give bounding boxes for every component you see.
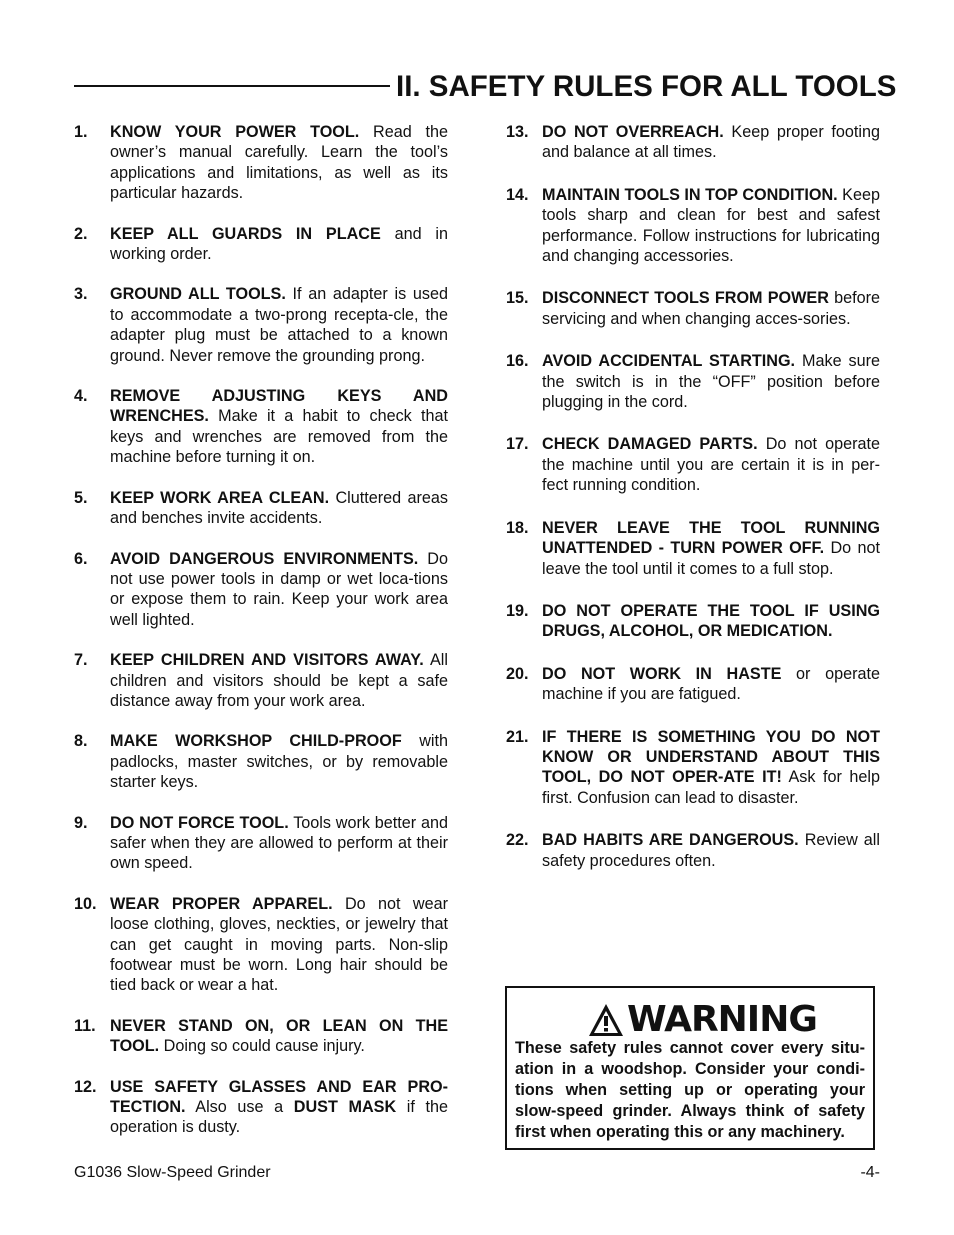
rule-lead: MAKE WORKSHOP CHILD-PROOF xyxy=(110,732,402,751)
rule-text: Cluttered areas and benches invite accidents. xyxy=(110,488,448,528)
rule-text: Review all safety procedures often. xyxy=(542,831,880,870)
rule-lead: KEEP ALL GUARDS IN PLACE xyxy=(110,224,381,243)
rule-body xyxy=(542,434,880,495)
rule-item xyxy=(506,518,880,579)
rule-item xyxy=(74,650,448,711)
rule-body xyxy=(110,1016,448,1057)
rule-number: 15. xyxy=(506,289,529,308)
warning-header xyxy=(587,1000,817,1040)
rule-lead: DO NOT OVERREACH. xyxy=(542,123,724,141)
rule-lead: GROUND ALL TOOLS. xyxy=(110,285,286,304)
rule-item xyxy=(74,386,448,468)
rule-body xyxy=(110,284,448,366)
warning-box xyxy=(505,986,875,1150)
rule-lead: MAINTAIN TOOLS IN TOP CONDITION. xyxy=(542,185,838,204)
rule-item xyxy=(506,288,880,329)
rule-lead: REMOVE ADJUSTING KEYS AND WRENCHES. xyxy=(110,387,448,426)
warning-text: These safety rules cannot cover every situ-ation in a woodshop. Consider your condi-tions when setting up or operating your slow-speed grinder. Always think of safety first when operating this or any machinery. xyxy=(515,1039,865,1141)
rule-body xyxy=(110,488,448,529)
rule-text: Keep tools sharp and clean for best and safest performance. Follow instructions for lubricating and changing accessories. xyxy=(542,185,880,266)
rule-number: 2. xyxy=(74,224,88,243)
rule-item xyxy=(74,224,448,265)
rule-number: 10. xyxy=(74,894,97,913)
rule-lead: AVOID ACCIDENTAL STARTING. xyxy=(542,352,796,371)
rule-number: 13. xyxy=(506,123,529,141)
rule-text: with padlocks, master switches, or by removable starter keys. xyxy=(110,732,448,792)
rule-text: If an adapter is used to accommodate a two-prong recepta-cle, the adapter plug must be attached to a known ground. Never remove the grounding prong. xyxy=(110,285,448,365)
rule-number: 14. xyxy=(506,185,529,204)
rule-lead: KEEP WORK AREA CLEAN. xyxy=(110,488,330,507)
rule-text: Tools work better and safer when they are allowed to perform at their own speed. xyxy=(110,813,448,873)
rule-item xyxy=(74,1016,448,1057)
rule-number: 7. xyxy=(74,651,88,670)
rule-item xyxy=(74,122,448,204)
rule-number: 8. xyxy=(74,732,88,751)
rule-number: 1. xyxy=(74,123,88,141)
rule-item xyxy=(506,830,880,871)
rule-item xyxy=(74,731,448,792)
rule-body xyxy=(542,518,880,579)
rule-item xyxy=(74,1077,448,1138)
rule-lead: NEVER STAND ON, OR LEAN ON THE TOOL. xyxy=(110,1016,448,1056)
title-rule-line xyxy=(74,85,390,87)
rule-keyword: DUST MASK xyxy=(293,1098,397,1117)
rule-text: All children and visitors should be kept a safe distance away from your work area. xyxy=(110,651,448,710)
rule-text: and in working order. xyxy=(110,224,448,264)
rule-lead: CHECK DAMAGED PARTS. xyxy=(542,435,758,454)
rule-number: 6. xyxy=(74,549,88,568)
rule-body xyxy=(542,122,880,163)
rule-text: if the operation is dusty. xyxy=(110,1098,448,1137)
rule-number: 18. xyxy=(506,518,529,537)
rule-number: 17. xyxy=(506,435,529,454)
rule-lead: AVOID DANGEROUS ENVIRONMENTS. xyxy=(110,549,419,568)
rule-body xyxy=(110,894,448,996)
rule-item xyxy=(506,185,880,267)
rule-lead: DO NOT OPERATE THE TOOL IF USING DRUGS, ALCOHOL, OR MEDICATION. xyxy=(542,601,880,641)
rule-lead: NEVER LEAVE THE TOOL RUNNING UNATTENDED - TURN POWER OFF. xyxy=(542,518,880,558)
rule-body xyxy=(110,122,448,204)
rule-number: 20. xyxy=(506,664,529,683)
rule-number: 19. xyxy=(506,601,529,620)
rule-number: 11. xyxy=(74,1016,96,1035)
rule-body xyxy=(542,601,880,642)
rule-item xyxy=(506,664,880,705)
rule-text: before servicing and when changing acces-sories. xyxy=(542,289,880,328)
rule-item xyxy=(506,351,880,412)
warning-label: WARNING xyxy=(627,999,817,1040)
rule-body xyxy=(542,185,880,267)
rule-body xyxy=(110,549,448,631)
rule-text: Do not leave the tool until it comes to a full stop. xyxy=(542,539,880,578)
rule-lead: DO NOT WORK IN HASTE xyxy=(542,664,782,683)
rule-number: 5. xyxy=(74,488,88,507)
rule-number: 22. xyxy=(506,831,529,850)
rule-lead: USE SAFETY GLASSES AND EAR PRO-TECTION. xyxy=(110,1077,448,1117)
rule-lead: IF THERE IS SOMETHING YOU DO NOT KNOW OR UNDERSTAND ABOUT THIS TOOL, DO NOT OPER-ATE IT! xyxy=(542,727,880,787)
rule-item xyxy=(74,894,448,996)
rule-text: Do not use power tools in damp or wet loca-tions or expose them to rain. Keep your work area well lighted. xyxy=(110,549,448,629)
rule-item xyxy=(74,549,448,631)
rule-number: 3. xyxy=(74,285,88,304)
footer-manual-title: G1036 Slow-Speed Grinder xyxy=(74,1164,271,1181)
rule-text: or operate machine if you are fatigued. xyxy=(542,664,880,704)
rule-body xyxy=(110,386,448,468)
rule-lead: KNOW YOUR POWER TOOL. xyxy=(110,123,360,141)
rule-body xyxy=(110,650,448,711)
rule-body xyxy=(110,224,448,265)
rule-body xyxy=(110,731,448,792)
rule-item xyxy=(506,434,880,495)
rule-text: Doing so could cause injury. xyxy=(159,1037,365,1056)
rule-number: 12. xyxy=(74,1077,97,1096)
rule-item xyxy=(506,727,880,809)
rule-text: Do not wear loose clothing, gloves, neckties, or jewelry that can get caught in moving parts. Non-slip footwear must be worn. Long hair should be tied back or wear a hat. xyxy=(110,894,448,995)
rule-body xyxy=(542,830,880,871)
rule-body xyxy=(542,727,880,809)
rule-text: Do not operate the machine until you are certain it is in per-fect running condition. xyxy=(542,435,881,495)
rule-text: Make sure the switch is in the “OFF” position before plugging in the cord. xyxy=(542,352,880,412)
rule-lead: KEEP CHILDREN AND VISITORS AWAY. xyxy=(110,651,424,670)
rule-text: Make it a habit to check that keys and wrenches are removed from the machine before turning it on. xyxy=(110,407,448,467)
rule-lead: DO NOT FORCE TOOL. xyxy=(110,813,289,832)
footer-page-number: -4- xyxy=(860,1164,880,1181)
rule-body xyxy=(542,351,880,412)
rule-number: 21. xyxy=(506,727,529,746)
rule-text: Keep proper footing and balance at all times. xyxy=(542,123,880,162)
rule-item xyxy=(74,488,448,529)
warning-triangle-icon xyxy=(587,1002,625,1038)
rule-lead: WEAR PROPER APPAREL. xyxy=(110,894,333,913)
rule-item xyxy=(506,122,880,163)
rule-number: 16. xyxy=(506,352,529,371)
rule-item xyxy=(74,284,448,366)
rule-body xyxy=(110,813,448,874)
rule-body xyxy=(110,1077,448,1138)
rule-text: Also use a xyxy=(185,1098,294,1117)
rules-column-right xyxy=(506,122,880,871)
page-title: II. SAFETY RULES FOR ALL TOOLS xyxy=(396,70,897,103)
rule-lead: DISCONNECT TOOLS FROM POWER xyxy=(542,289,829,308)
rules-column-left xyxy=(74,122,448,1138)
rule-item xyxy=(74,813,448,874)
rule-body xyxy=(542,664,880,705)
rule-number: 4. xyxy=(74,387,88,406)
rule-text: Read the owner’s manual carefully. Learn the tool’s applications and limitations, as well as its particular hazards. xyxy=(110,123,448,203)
rule-text: Ask for help first. Confusion can lead to disaster. xyxy=(542,768,880,807)
rule-body xyxy=(542,288,880,329)
rule-lead: BAD HABITS ARE DANGEROUS. xyxy=(542,831,799,850)
rule-item xyxy=(506,601,880,642)
rule-number: 9. xyxy=(74,813,88,832)
